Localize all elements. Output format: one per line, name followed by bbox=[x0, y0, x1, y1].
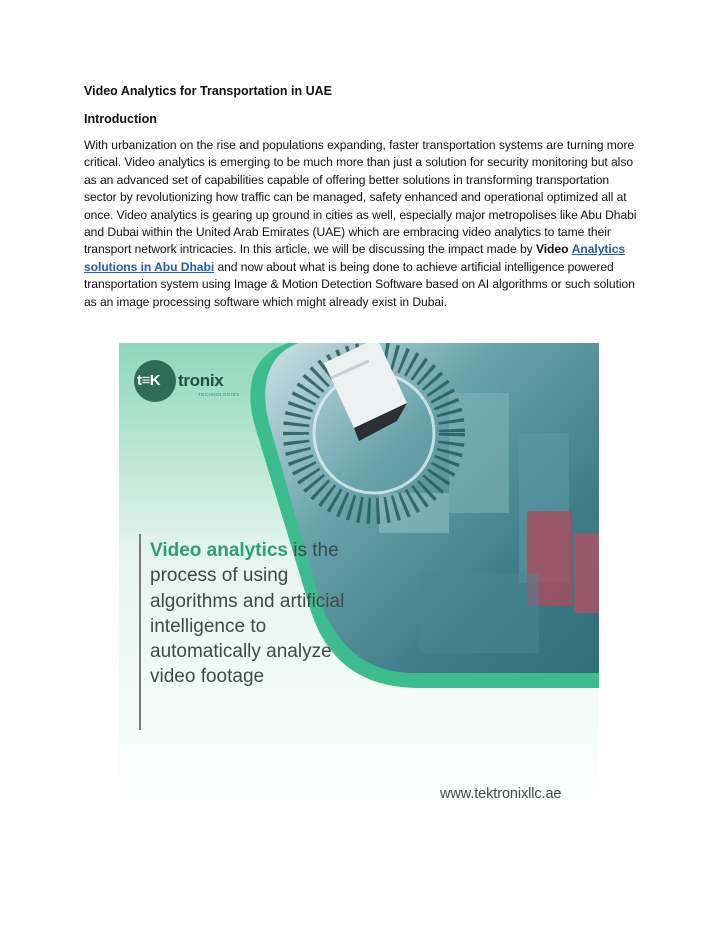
logo-wordmark: tronix bbox=[178, 371, 224, 390]
banner-tagline bbox=[150, 538, 380, 690]
intro-text: With urbanization on the rise and populations expanding, faster transportation systems are turning more critical. Video analytics is emerging to be much more than just a solution for security monitoring but also as an advanced set of capabilities capable of offering better solutions in transforming transportation sector by revolutionizing how traffic can be managed, safety enhanced and operational optimized all at once. Video analytics is gearing up ground in cities as well, especially major metropolises like Abu Dhabi and Dubai within the United Arab Emirates (UAE) which are embracing video analytics to tame their transport network intricacies. In this article, we will be discussing the impact made by bbox=[84, 138, 637, 257]
tagline-divider bbox=[139, 534, 141, 730]
logo-subtitle: TECHNOLOGIES bbox=[198, 392, 240, 397]
document-title: Video Analytics for Transportation in UAE bbox=[84, 84, 332, 98]
tagline-text: is the process of using algorithms and artificial intelligence to automatically analyze video footage bbox=[150, 540, 345, 688]
analytics-solutions-link[interactable]: Analytics solutions in Abu Dhabi bbox=[84, 242, 626, 274]
intro-text-continued: and now about what is being done to achieve artificial intelligence powered transportation system using Image & Motion Detection Software based on AI algorithms or such solution as an image processing software which might already exist in Dubai. bbox=[84, 259, 635, 309]
logo-mark: t≡K bbox=[137, 372, 161, 389]
intro-bold-text: Video bbox=[535, 242, 569, 257]
website-url: www.tektronixllc.ae bbox=[440, 786, 562, 802]
section-heading: Introduction bbox=[84, 112, 157, 126]
tagline-accent: Video analytics bbox=[150, 540, 288, 561]
promo-banner-image bbox=[119, 343, 599, 823]
detection-box bbox=[574, 533, 599, 613]
intro-paragraph bbox=[84, 137, 644, 311]
tektronix-logo bbox=[134, 360, 239, 402]
